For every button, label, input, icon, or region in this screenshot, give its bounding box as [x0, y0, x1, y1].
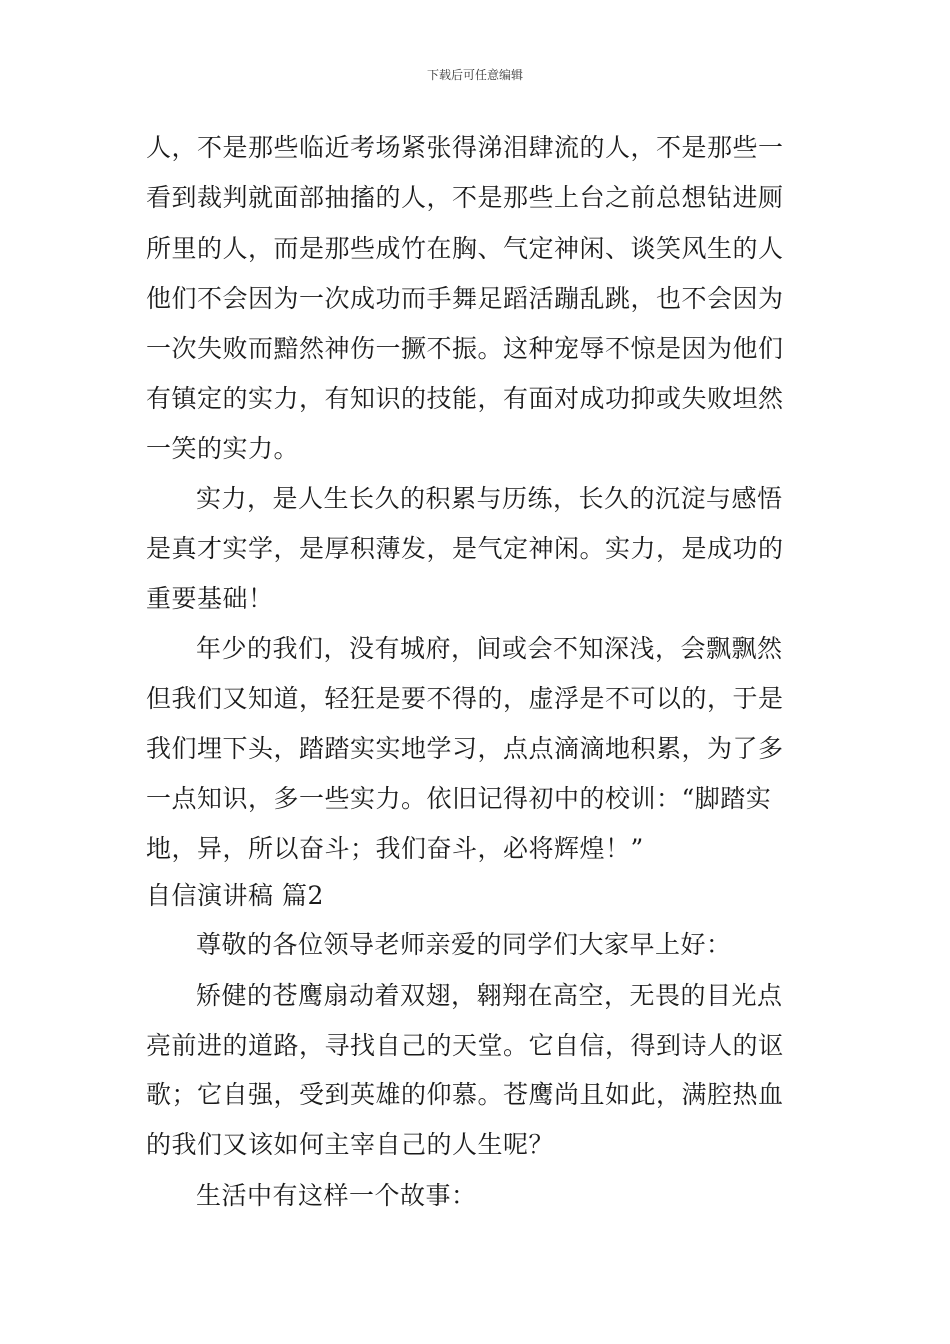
- text-line: 一点知识，多一些实力。依旧记得初中的校训：“脚踏实: [146, 784, 772, 813]
- text-line: 是真才实学，是厚积薄发，是气定神闲。实力，是成功的: [146, 534, 784, 563]
- text-line: 亮前进的道路，寻找自己的天堂。它自信，得到诗人的讴: [146, 1031, 784, 1060]
- text-line: 年少的我们，没有城府，间或会不知深浅，会飘飘然: [196, 634, 783, 663]
- text-line: 地，异，所以奋斗；我们奋斗，必将辉煌！”: [146, 834, 644, 863]
- text-line: 的我们又该如何主宰自己的人生呢？: [146, 1130, 555, 1159]
- text-line: 生活中有这样一个故事：: [196, 1181, 477, 1210]
- text-line: 有镇定的实力，有知识的技能，有面对成功抑或失败坦然: [146, 384, 784, 413]
- text-line: 歌；它自强，受到英雄的仰慕。苍鹰尚且如此，满腔热血: [146, 1080, 784, 1109]
- text-line: 重要基础！: [146, 584, 274, 613]
- text-line: 所里的人，而是那些成竹在胸、气定神闲、谈笑风生的人: [146, 234, 784, 263]
- text-line: 我们埋下头，踏踏实实地学习，点点滴滴地积累，为了多: [146, 734, 784, 763]
- text-line: 人，不是那些临近考场紧张得涕泪肆流的人，不是那些一: [146, 133, 784, 162]
- text-line: 但我们又知道，轻狂是要不得的，虚浮是不可以的，于是: [146, 684, 784, 713]
- text-line: 矫健的苍鹰扇动着双翅，翱翔在高空，无畏的目光点: [196, 981, 783, 1010]
- text-line: 实力，是人生长久的积累与历练，长久的沉淀与感悟: [196, 484, 783, 513]
- text-line: 一次失败而黯然神伤一撅不振。这种宠辱不惊是因为他们: [146, 334, 784, 363]
- text-line: 尊敬的各位领导老师亲爱的同学们大家早上好：: [196, 930, 732, 959]
- text-line: 一笑的实力。: [146, 434, 300, 463]
- section-heading: 自信演讲稿 篇2: [146, 881, 324, 910]
- text-line: 他们不会因为一次成功而手舞足蹈活蹦乱跳，也不会因为: [146, 284, 784, 313]
- text-line: 看到裁判就面部抽搐的人，不是那些上台之前总想钻进厕: [146, 183, 784, 212]
- page-header-note: 下载后可任意编辑: [426, 68, 523, 82]
